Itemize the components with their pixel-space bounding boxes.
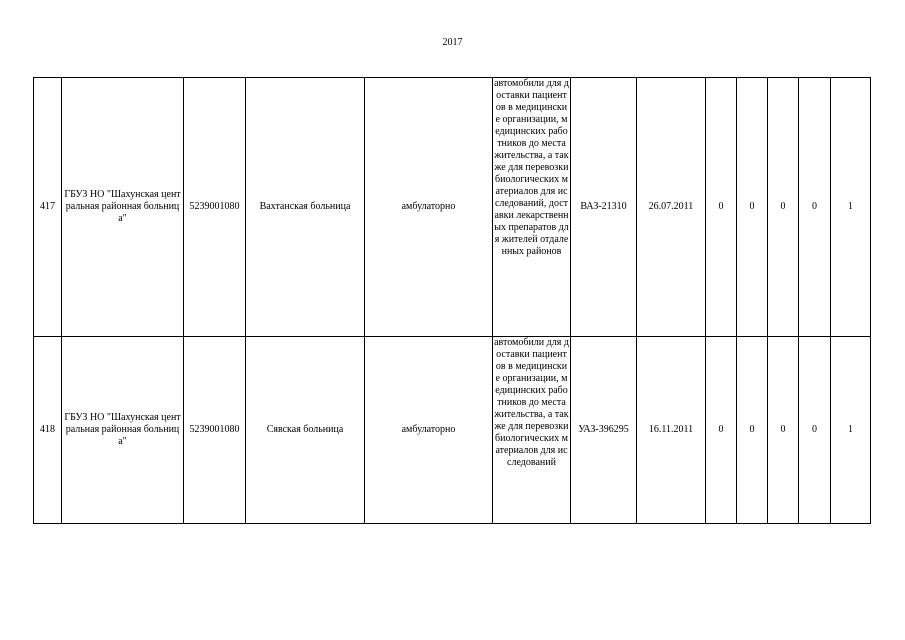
count-cell: 0 — [706, 337, 737, 524]
count-cell: 1 — [831, 78, 871, 337]
care-form: амбулаторно — [365, 337, 493, 524]
vehicle-purpose-cell — [493, 78, 571, 337]
organization-name: ГБУЗ НО "Шахунская центральная районная больница" — [62, 337, 184, 524]
vehicle-model: УАЗ-396295 — [571, 337, 637, 524]
count-cell: 0 — [706, 78, 737, 337]
acquisition-date: 16.11.2011 — [637, 337, 706, 524]
organization-name: ГБУЗ НО "Шахунская центральная районная больница" — [62, 78, 184, 337]
organization-code: 5239001080 — [184, 337, 246, 524]
count-cell: 0 — [768, 337, 799, 524]
row-number: 417 — [34, 78, 62, 337]
count-cell: 0 — [799, 78, 831, 337]
row-number: 418 — [34, 337, 62, 524]
subdivision-name: Вахтанская больница — [246, 78, 365, 337]
page-number: 2017 — [442, 37, 463, 48]
care-form: амбулаторно — [365, 78, 493, 337]
table-row — [34, 78, 871, 337]
count-cell: 0 — [799, 337, 831, 524]
count-cell: 1 — [831, 337, 871, 524]
count-cell: 0 — [737, 78, 768, 337]
vehicle-table — [33, 77, 871, 524]
acquisition-date: 26.07.2011 — [637, 78, 706, 337]
vehicle-model: ВАЗ-21310 — [571, 78, 637, 337]
vehicle-purpose-cell — [493, 337, 571, 524]
subdivision-name: Сявская больница — [246, 337, 365, 524]
vehicle-purpose: автомобили для доставки пациентов в медицинские организации, медицинских работников до места жительства, а также для перевозки биологических материалов для исследований, доставки лекарственных препаратов для жителей отдаленных районов — [494, 78, 569, 257]
table-row — [34, 337, 871, 524]
vehicle-purpose: автомобили для доставки пациентов в медицинские организации, медицинских работников до места жительства, а также для перевозки биологических материалов для исследований — [494, 337, 569, 468]
count-cell: 0 — [737, 337, 768, 524]
organization-code: 5239001080 — [184, 78, 246, 337]
count-cell: 0 — [768, 78, 799, 337]
